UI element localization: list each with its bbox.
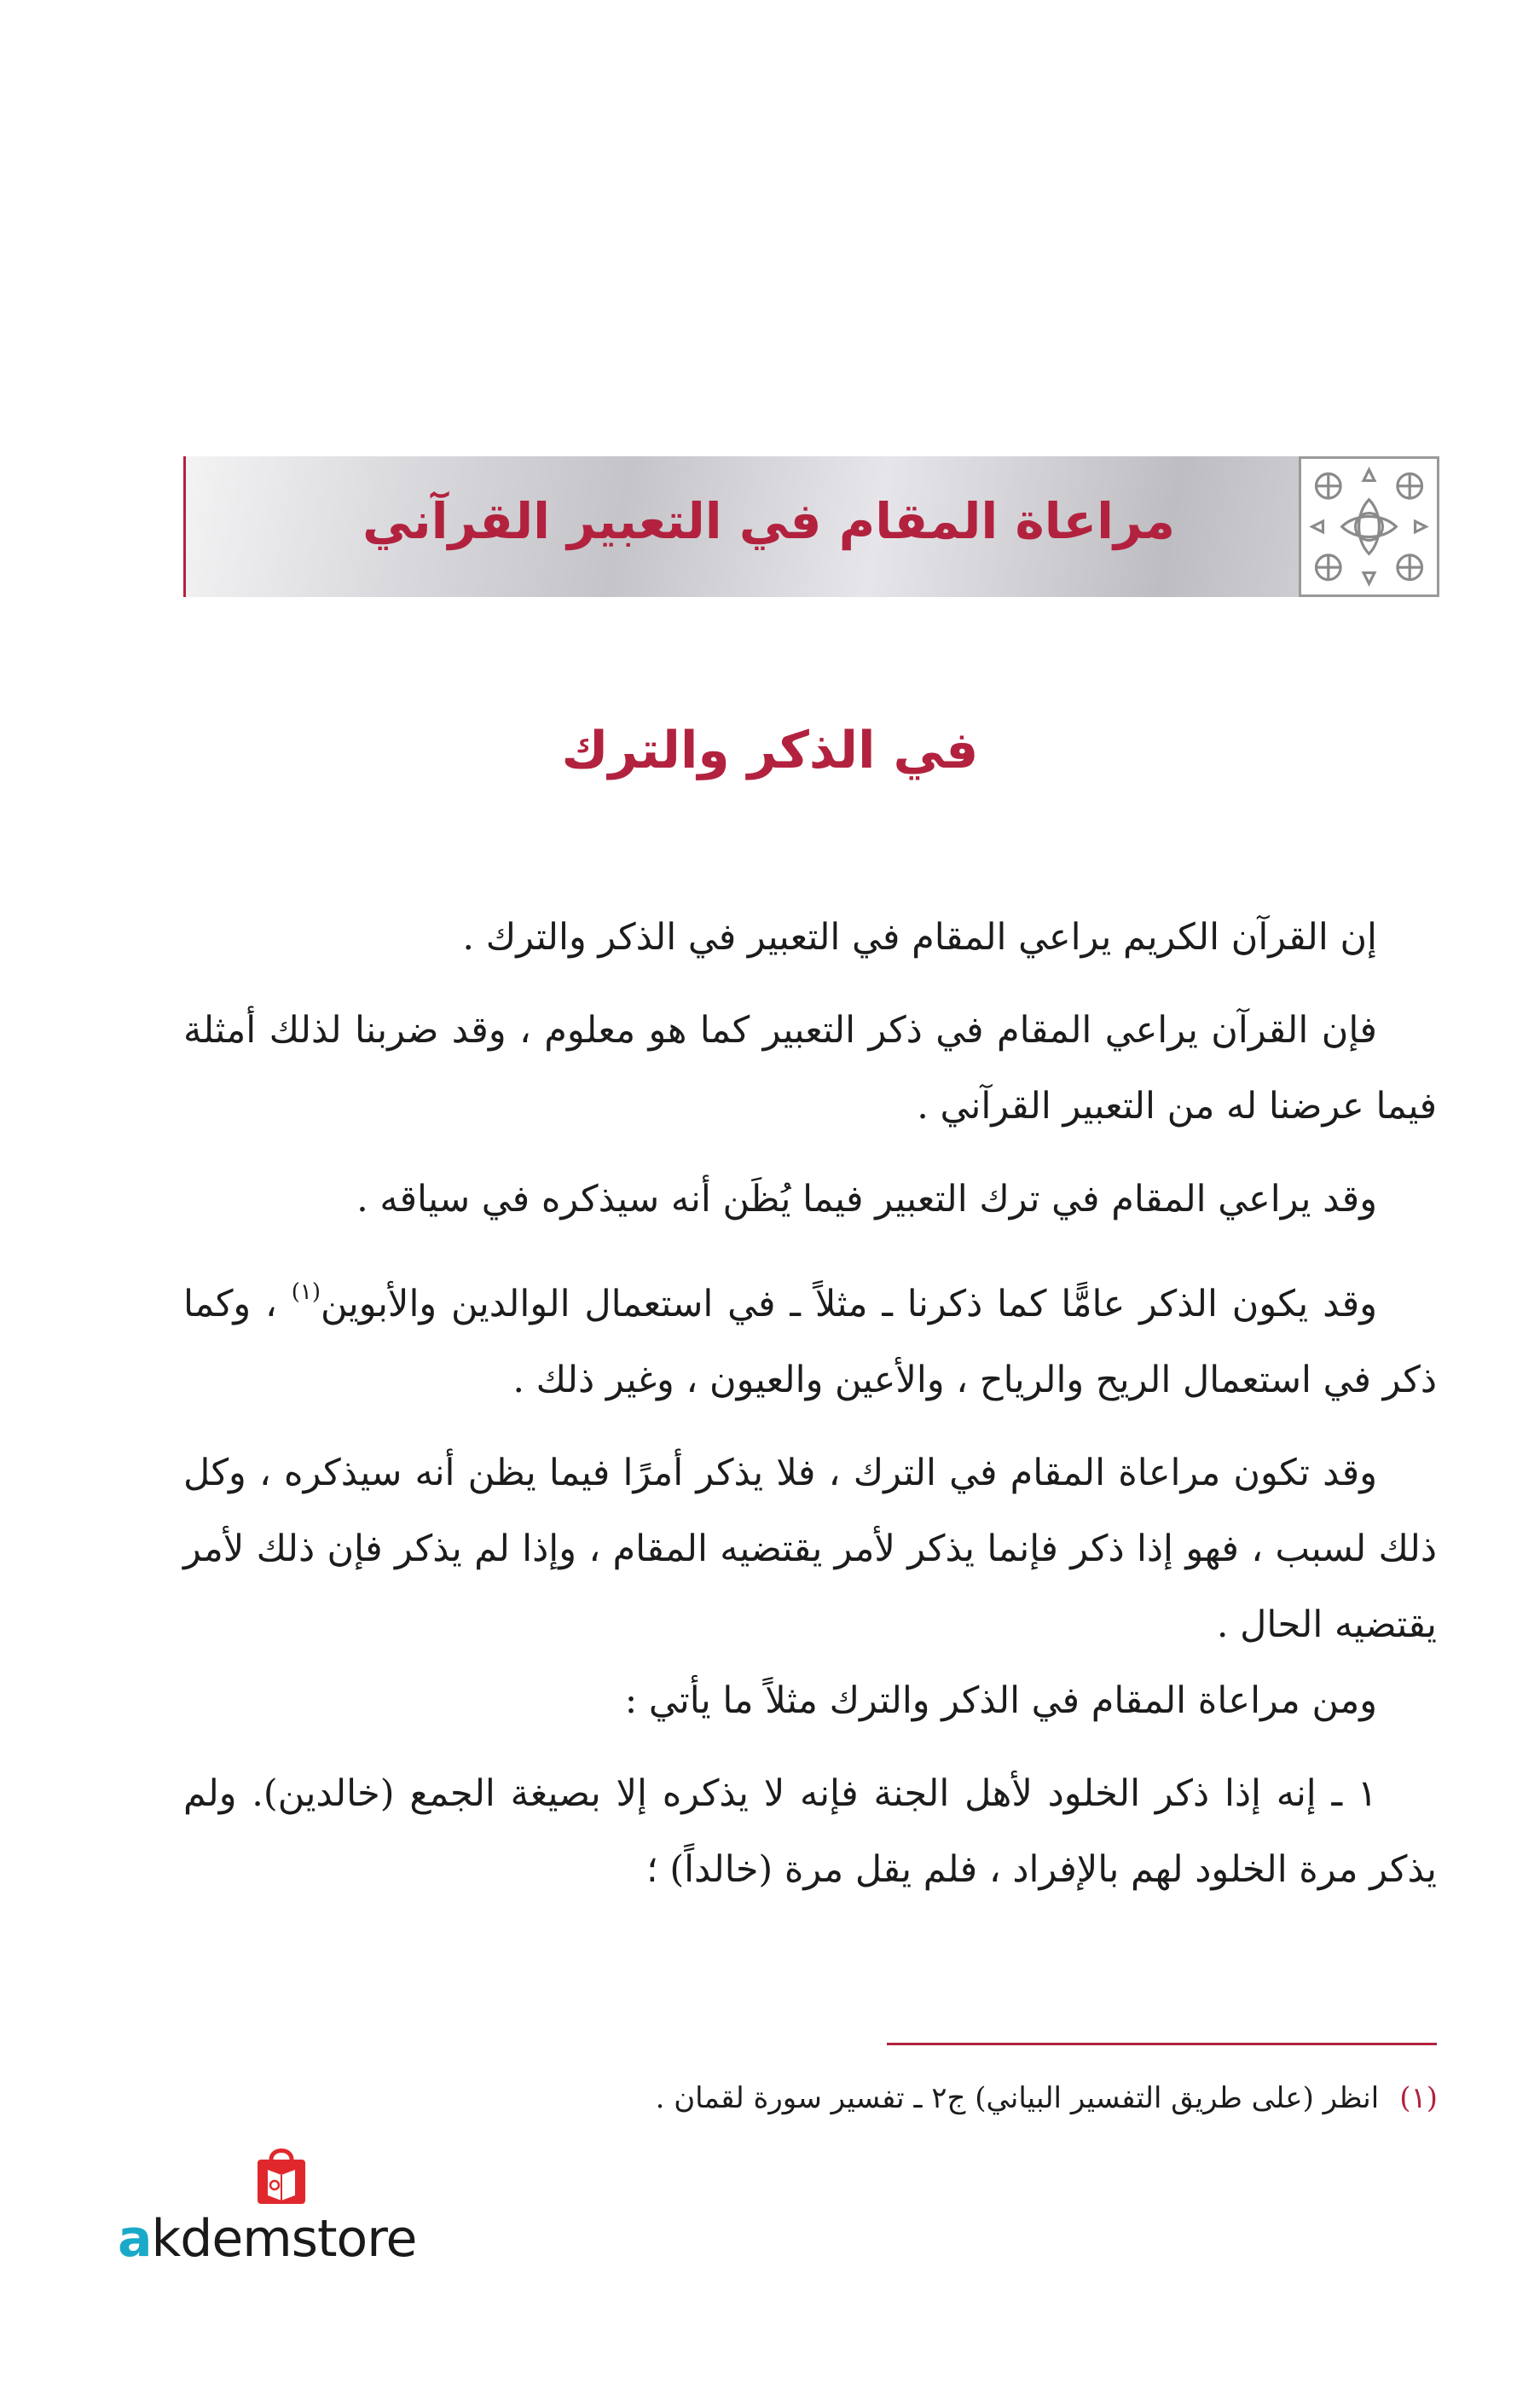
section-heading: في الذكر والترك bbox=[561, 721, 979, 780]
paragraph-6: ومن مراعاة المقام في الذكر والترك مثلاً ما يأتي : bbox=[624, 1679, 1377, 1722]
footnote-reference[interactable]: (١) bbox=[291, 1279, 321, 1305]
paragraph-2: فإن القرآن يراعي المقام في ذكر التعبير كما هو معلوم ، وقد ضربنا لذلك أمثلة فيما عرضنا له من التعبير القرآني . bbox=[183, 1009, 1437, 1128]
chapter-title: مراعاة المقام في التعبير القرآني bbox=[362, 492, 1175, 550]
store-logo[interactable] bbox=[102, 2141, 460, 2269]
logo-rest: kdemstore bbox=[151, 2209, 417, 2269]
footnote-divider bbox=[887, 2043, 1437, 2045]
shopping-bag-book-icon bbox=[247, 2141, 316, 2209]
paragraph-4-part-1: وقد يكون الذكر عامًّا كما ذكرنا ـ مثلاً ـ في استعمال الوالدين والأبوين bbox=[321, 1283, 1377, 1325]
floral-ornament-icon bbox=[1299, 456, 1439, 597]
paragraph-4 bbox=[183, 1255, 1437, 1418]
store-logo-text bbox=[118, 2209, 416, 2269]
paragraph-1: إن القرآن الكريم يراعي المقام في التعبير في الذكر والترك . bbox=[462, 916, 1377, 959]
body-text bbox=[183, 900, 1437, 1925]
footnote-text: انظر (على طريق التفسير البياني) ج٢ ـ تفسير سورة لقمان . bbox=[655, 2081, 1380, 2115]
paragraph-3: وقد يراعي المقام في ترك التعبير فيما يُظَن أنه سيذكره في سياقه . bbox=[356, 1178, 1377, 1221]
paragraph-4-part-2: ، وكما ذكر في استعمال الريح والرياح ، والأعين والعيون ، وغير ذلك . bbox=[183, 1283, 1437, 1401]
chapter-banner bbox=[183, 456, 1439, 597]
footnote bbox=[184, 2081, 1438, 2115]
paragraph-5: وقد تكون مراعاة المقام في الترك ، فلا يذكر أمرًا فيما يظن أنه سيذكره ، وكل ذلك لسبب ، فهو إذا ذكر فإنما يذكر لأمر يقتضيه المقام ، وإذا لم يذكر فإن ذلك لأمر يقتضيه الحال . bbox=[183, 1452, 1437, 1646]
paragraph-7: ١ ـ إنه إذا ذكر الخلود لأهل الجنة فإنه لا يذكره إلا بصيغة الجمع (خالدين). ولم يذكر مرة الخلود لهم بالإفراد ، فلم يقل مرة (خالداً) ؛ bbox=[183, 1772, 1437, 1891]
logo-prefix: a bbox=[118, 2209, 152, 2269]
footnote-number: (١) bbox=[1399, 2081, 1438, 2115]
